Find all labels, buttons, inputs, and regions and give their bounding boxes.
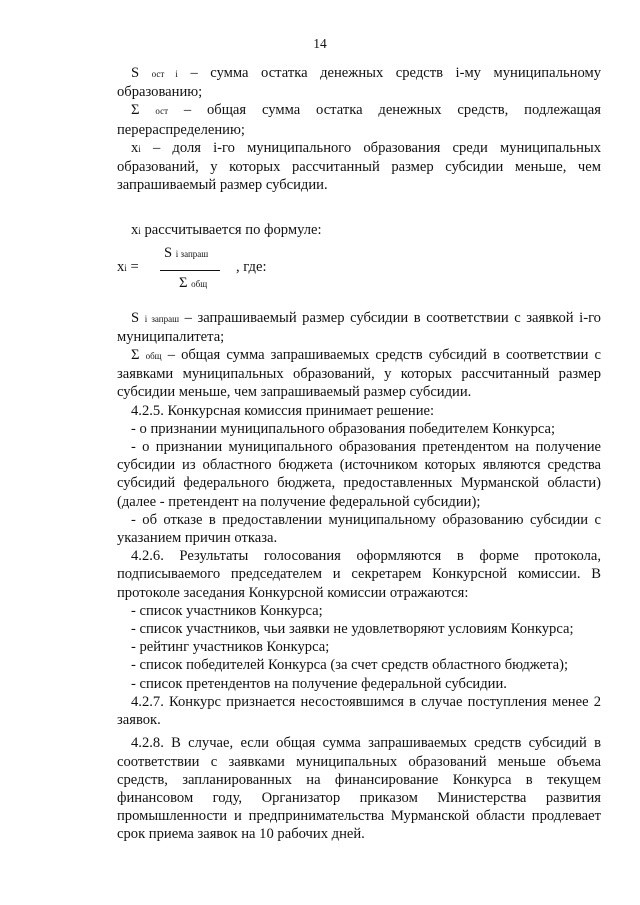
definition-paragraph: xi – доля i-го муниципального образования среди муниципальных образований, у которых рассчитанный размер субсидии меньше, чем запрашиваемый размер субсидии. (117, 139, 601, 194)
paragraph: - список участников Конкурса; (131, 602, 323, 619)
paragraph: 4.2.5. Конкурсная комиссия принимает решение: (131, 402, 435, 419)
definition-paragraph: S i запраш – запрашиваемый размер субсидии в соответствии с заявкой i-го муниципалитета; (117, 309, 601, 345)
definition-paragraph: Σ общ – общая сумма запрашиваемых средств субсидий в соответствии с заявками муниципальных образований, у которых рассчитанный размер субсидии меньше, чем запрашиваемый размер субсидии. (117, 347, 601, 401)
formula-denominator: Σ общ (179, 274, 208, 291)
paragraph: 4.2.6. Результаты голосования оформляются в форме протокола, подписываемого председателем и секретарем Конкурсной комиссии. В протоколе заседания Конкурсной комиссии отражаются: (117, 548, 601, 601)
formula-intro: xi рассчитывается по формуле: (131, 222, 322, 239)
definition-paragraph: S ост i – сумма остатка денежных средств i-му муниципальному образованию; (117, 65, 601, 101)
paragraph: - о признании муниципального образования победителем Конкурса; (131, 420, 556, 437)
formula-lhs: xi = (117, 258, 139, 275)
paragraph: - об отказе в предоставлении муниципальному образованию субсидии с указанием причин отказа. (117, 511, 601, 547)
paragraph: - рейтинг участников Конкурса; (131, 639, 330, 656)
fraction-bar (160, 270, 220, 271)
paragraph: 4.2.7. Конкурс признается несостоявшимся в случае поступления менее 2 заявок. (117, 693, 601, 729)
paragraph: - список участников, чьи заявки не удовлетворяют условиям Конкурса; (131, 621, 574, 638)
definitions-block-2 (117, 309, 601, 402)
formula (117, 245, 601, 295)
paragraph: - список победителей Конкурса (за счет средств областного бюджета); (131, 657, 569, 674)
paragraph: 4.2.8. В случае, если общая сумма запрашиваемых средств субсидий в соответствии с заявками муниципальных образований меньше объема средств, запланированных на финансирование Конкурса в текущем финансовом году, Организатор приказом Министерства развития промышленности и предпринимательства Мурманской области продлевает срок приема заявок на 10 рабочих дней. (117, 735, 601, 843)
definitions-block-1 (117, 64, 601, 194)
paragraph: - список претендентов на получение федеральной субсидии. (131, 675, 507, 692)
section-paragraphs (117, 402, 601, 844)
document-body (117, 64, 601, 844)
paragraph: - о признании муниципального образования претендентом на получение субсидии из областного бюджета (источником которых являются средства субсидий федерального бюджета, предоставленных Мурманской области) (далее - претендент на получение федеральной субсидии); (117, 439, 601, 510)
formula-numerator: S i запраш (164, 244, 209, 261)
formula-tail: , где: (236, 258, 267, 275)
page-number: 14 (313, 36, 327, 51)
definition-paragraph: Σ ост – общая сумма остатка денежных средств, подлежащая перераспределению; (117, 102, 601, 138)
